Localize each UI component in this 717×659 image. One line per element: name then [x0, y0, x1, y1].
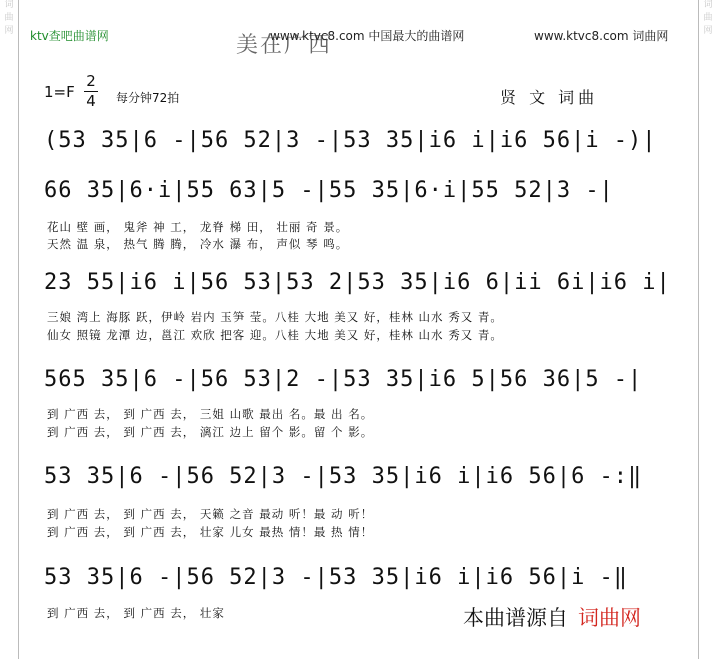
- notation-line-5: 53 35|6 -|56 52|3 -|53 35|i6 i|i6 56|6 -:‖: [44, 464, 643, 489]
- lyric-line: 到 广西 去， 到 广西 去， 漓江 边上 留个 影。留 个 影。: [47, 425, 374, 439]
- watermark-char: 网: [703, 26, 713, 36]
- watermark-char: 曲: [703, 13, 713, 23]
- lyric-line: 天然 温 泉， 热气 腾 腾， 冷水 瀑 布， 声似 琴 鸣。: [47, 237, 349, 251]
- authors: 贤 文 词曲: [500, 88, 599, 107]
- right-watermark-strip: [698, 0, 717, 659]
- key-signature: 1=F: [44, 83, 75, 101]
- watermark-char: 网: [4, 26, 14, 36]
- time-signature: [84, 74, 98, 109]
- source-label: 本曲谱源自: [463, 606, 568, 630]
- lyric-line: 花山 壁 画， 鬼斧 神 工， 龙脊 梯 田， 壮丽 奇 景。: [47, 220, 349, 234]
- lyric-line: 到 广西 去， 到 广西 去， 壮家: [47, 606, 225, 620]
- site-link[interactable]: 词曲网: [578, 606, 641, 630]
- lyric-line: 到 广西 去， 到 广西 去， 壮家 儿女 最热 情！最 热 情！: [47, 525, 374, 539]
- source-footer: [463, 602, 641, 632]
- lyric-line: 仙女 照镜 龙潭 边，邕江 欢欣 把客 迎。八桂 大地 美又 好，桂林 山水 秀又 青。: [47, 328, 503, 342]
- header-left[interactable]: ktv查吧曲谱网: [30, 29, 109, 43]
- watermark-char: 词: [703, 0, 713, 10]
- watermark-char: 词: [4, 0, 14, 10]
- notation-line-1: (53 35|6 -|56 52|3 -|53 35|i6 i|i6 56|i -)|: [44, 128, 657, 153]
- header-right[interactable]: www.ktvc8.com 词曲网: [534, 29, 669, 43]
- time-bottom: 4: [86, 92, 96, 110]
- watermark-char: 曲: [4, 13, 14, 23]
- notation-line-2: 66 35|6·i|55 63|5 -|55 35|6·i|55 52|3 -|: [44, 178, 614, 203]
- notation-line-6: 53 35|6 -|56 52|3 -|53 35|i6 i|i6 56|i -‖: [44, 565, 629, 590]
- left-watermark-strip: [0, 0, 19, 659]
- lyric-line: 到 广西 去， 到 广西 去， 三姐 山歌 最出 名。最 出 名。: [47, 407, 374, 421]
- header-center[interactable]: www.ktvc8.com 中国最大的曲谱网: [270, 29, 465, 43]
- notation-line-4: 565 35|6 -|56 53|2 -|53 35|i6 5|56 36|5 -|: [44, 367, 643, 392]
- notation-line-3: 23 55|i6 i|56 53|53 2|53 35|i6 6|ii 6i|i6 i|: [44, 270, 671, 295]
- time-top: 2: [86, 72, 96, 90]
- page-title: 美在广西: [236, 33, 333, 58]
- tempo: 每分钟72拍: [116, 91, 180, 105]
- lyric-line: 到 广西 去， 到 广西 去， 天籁 之音 最动 听！最 动 听！: [47, 507, 374, 521]
- lyric-line: 三娘 湾上 海豚 跃，伊岭 岩内 玉笋 莹。八桂 大地 美又 好，桂林 山水 秀又 青。: [47, 310, 503, 324]
